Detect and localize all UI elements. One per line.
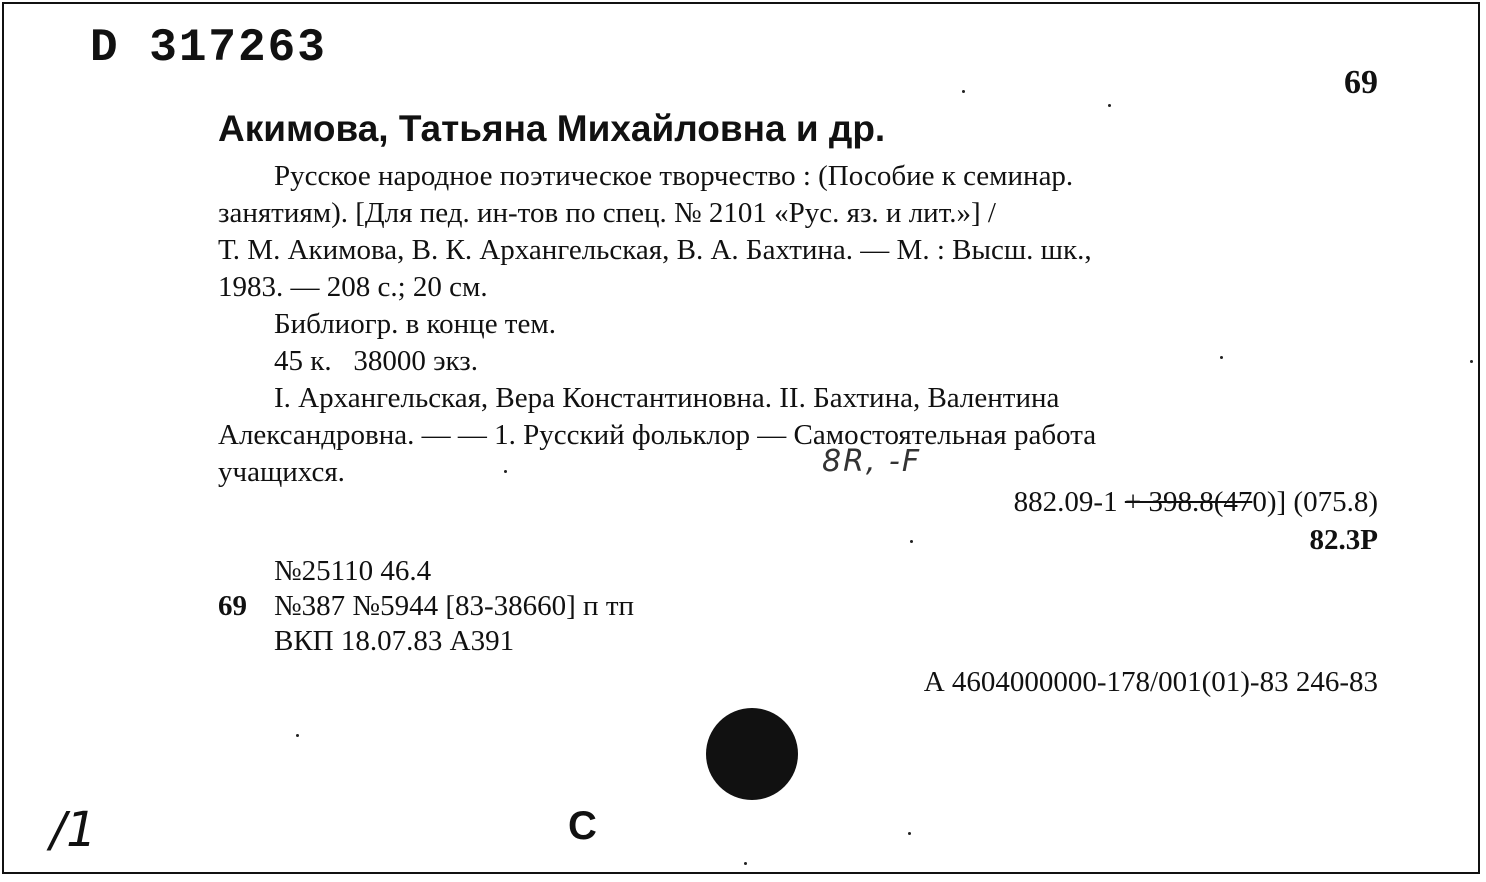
corner-mark-left: /1	[50, 802, 97, 858]
udc-classification	[1014, 486, 1378, 519]
udc-prefix: 882.09-1	[1013, 486, 1118, 518]
punch-hole	[706, 708, 798, 800]
isbn-line: А 4604000000-178/001(01)-83 246-83	[923, 666, 1378, 698]
accession-row	[218, 589, 634, 624]
speck	[910, 540, 913, 543]
catalog-card	[2, 2, 1480, 874]
speck	[1108, 104, 1111, 107]
tracings	[218, 380, 1388, 491]
price-run: 45 к. 38000 экз.	[274, 345, 478, 377]
call-number: D 317263	[90, 22, 327, 74]
speck	[908, 832, 911, 835]
description-line: Т. М. Акимова, В. К. Архангельская, В. А. Бахтина. — М. : Высш. шк.,	[218, 234, 1092, 266]
accession-text: №25110 46.4	[274, 555, 432, 587]
tracing-line: I. Архангельская, Вера Константиновна. II. Бахтина, Валентина	[274, 382, 1060, 414]
udc-struck: + 398.8(47	[1124, 486, 1253, 518]
description-line: 1983. — 208 с.; 20 см.	[218, 271, 488, 303]
speck	[504, 470, 507, 473]
description	[218, 158, 1388, 306]
page-number: 69	[1344, 64, 1378, 101]
accession-text: ВКП 18.07.83 А391	[274, 625, 515, 657]
tracing-line: учащихся.	[218, 456, 345, 488]
speck	[744, 862, 747, 865]
accession-block	[218, 554, 634, 659]
bibliography-note: Библиогр. в конце тем.	[274, 308, 556, 340]
speck	[1470, 360, 1473, 363]
bbk-classification: 82.3Р	[1309, 524, 1378, 556]
accession-row	[218, 624, 634, 659]
description-line: занятиям). [Для пед. ин-тов по спец. № 2101 «Рус. яз. и лит.»] /	[218, 197, 996, 229]
speck	[962, 90, 965, 93]
corner-mark-center: С	[568, 804, 597, 848]
accession-row	[218, 554, 634, 589]
card-body	[218, 158, 1388, 491]
description-line: Русское народное поэтическое творчество : (Пособие к семинар.	[274, 160, 1074, 192]
speck	[1220, 356, 1223, 359]
udc-suffix: 0)] (075.8)	[1252, 486, 1378, 518]
handwritten-note: 8R, -F	[822, 444, 922, 479]
tracing-line: Александровна. — — 1. Русский фольклор — Самостоятельная работа	[218, 419, 1097, 451]
speck	[296, 734, 299, 737]
accession-label: 69	[218, 590, 247, 622]
accession-text: №387 №5944 [83-38660] п тп	[274, 590, 635, 622]
author-heading: Акимова, Татьяна Михайловна и др.	[218, 108, 886, 149]
